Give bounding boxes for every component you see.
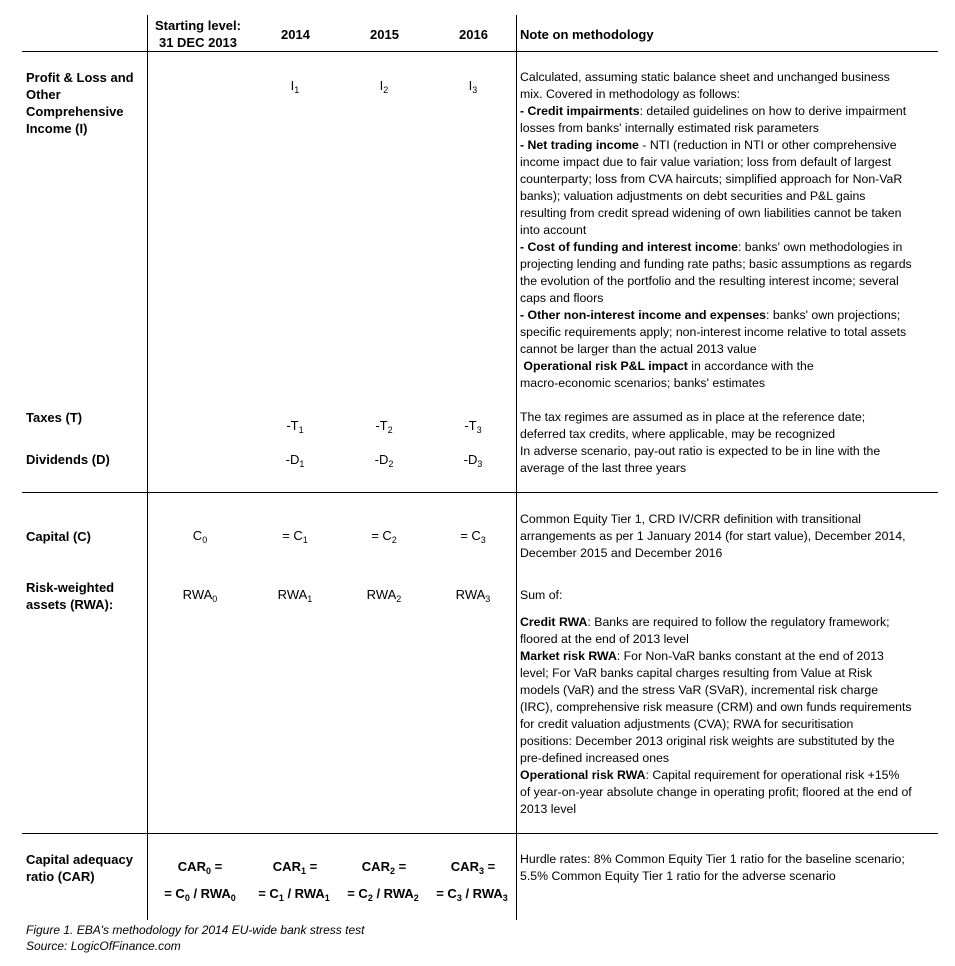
car-formula-2014: = $C_1 / RWA_1$: [258, 886, 330, 903]
vertical-divider-left: [147, 15, 148, 920]
horizontal-rule-income: [22, 492, 938, 493]
horizontal-rule-header: [22, 51, 938, 52]
taxes-value-2014: $-T_1$: [286, 418, 304, 435]
car-formula-start: = $C_0 / RWA_0$: [164, 886, 236, 903]
pl-value-2016: $I_3$: [468, 78, 478, 95]
pl-value-2015: $I_2$: [379, 78, 389, 95]
pl-note: Calculated, assuming static balance sheet and unchanged business mix. Covered in methodology as follows: - Credit impairments: detailed guidelines on how to derive impairment losses from banks' internally estimated risk parameters - Net trading income - NTI (reduction in NTI or other comprehensive income impact due to fair value variation; loss from default of largest counterparty; loss from CVA haircuts; simplified approach for Non-VaR banks); valuation adjustments on debt securities and P&L gains resulting from credit spread widening of own liabilities cannot be taken into account - Cost of funding and interest income: banks' own methodologies in projecting lending and funding rate paths; basic assumptions as regards the evolution of the portfolio and the resulting interest income; several caps and floors - Other non-interest income and expenses: banks' own projections; specific requirements apply; non-interest income relative to total assets cannot be larger than the actual 2013 value Operational risk P&L impact in accordance with the macro-economic scenarios; banks' estimates: [520, 70, 912, 390]
car-top-2015: $CAR_2$ =: [361, 859, 407, 876]
dividends-value-2015: $-D_2$: [374, 452, 394, 469]
car-note: Hurdle rates: 8% Common Equity Tier 1 ratio for the baseline scenario; 5.5% Common Equity Tier 1 ratio for the adverse scenario: [520, 852, 905, 883]
car-formula-2016: = $C_3 / RWA_3$: [436, 886, 508, 903]
car-top-2014: $CAR_1$ =: [272, 859, 318, 876]
figure-caption: Figure 1. EBA's methodology for 2014 EU-wide bank stress test: [26, 923, 365, 937]
rwa-value-2015: $RWA_2$: [366, 587, 402, 604]
row-label-rwa: Risk-weighted assets (RWA):: [26, 580, 115, 612]
car-formula-2015: = $C_2 / RWA_2$: [347, 886, 419, 903]
taxes-note: The tax regimes are assumed as in place at the reference date; deferred tax credits, where applicable, may be recognized: [520, 410, 866, 441]
capital-note: Common Equity Tier 1, CRD IV/CRR definition with transitional arrangements as per 1 January 2014 (for start value), December 2014, December 2015 and December 2016: [520, 512, 906, 560]
vertical-divider-note: [516, 15, 517, 920]
header-year-2015: 2015: [370, 27, 399, 42]
row-label-car: Capital adequacy ratio (CAR): [26, 852, 133, 884]
taxes-value-2016: $-T_3$: [464, 418, 482, 435]
dividends-value-2014: $-D_1$: [285, 452, 305, 469]
header-note: Note on methodology: [520, 27, 654, 42]
car-top-2016: $CAR_3$ =: [450, 859, 496, 876]
rwa-value-start: $RWA_0$: [182, 587, 218, 604]
capital-value-start: $C_0$: [192, 528, 208, 545]
capital-value-2016: = $C_3$: [460, 528, 486, 545]
header-starting-level: Starting level: 31 DEC 2013: [155, 18, 241, 50]
rwa-value-2016: $RWA_3$: [455, 587, 491, 604]
dividends-value-2016: $-D_3$: [463, 452, 483, 469]
header-year-2014: 2014: [281, 27, 310, 42]
row-label-taxes: Taxes (T): [26, 410, 83, 425]
car-top-start: $CAR_0$ =: [177, 859, 223, 876]
capital-value-2014: = $C_1$: [282, 528, 308, 545]
figure-source: Source: LogicOfFinance.com: [26, 939, 181, 953]
horizontal-rule-car: [22, 833, 938, 834]
row-label-profit-loss: Profit & Loss and Other Comprehensive Income (I): [26, 70, 134, 136]
row-label-dividends: Dividends (D): [26, 452, 110, 467]
rwa-note: Sum of: Credit RWA: Banks are required to follow the regulatory framework; floored at the end of 2013 level Market risk RWA: For Non-VaR banks constant at the end of 2013 level; For VaR banks capital charges resulting from Value at Risk models (VaR) and the stress VaR (SVaR), incremental risk charge (IRC), comprehensive risk measure (CRM) and own funds requirements for credit valuation adjustments (CVA); RWA for securitisation positions: December 2013 original risk weights are substituted by the pre-defined increased ones Operational risk RWA: Capital requirement for operational risk +15% of year-on-year absolute change in operating profit; floored at the end of 2013 level: [520, 588, 912, 816]
pl-value-2014: $I_1$: [290, 78, 300, 95]
header-year-2016: 2016: [459, 27, 488, 42]
rwa-value-2014: $RWA_1$: [277, 587, 313, 604]
dividends-note: In adverse scenario, pay-out ratio is expected to be in line with the average of the last three years: [520, 444, 881, 475]
capital-value-2015: = $C_2$: [371, 528, 397, 545]
row-label-capital: Capital (C): [26, 529, 91, 544]
taxes-value-2015: $-T_2$: [375, 418, 393, 435]
